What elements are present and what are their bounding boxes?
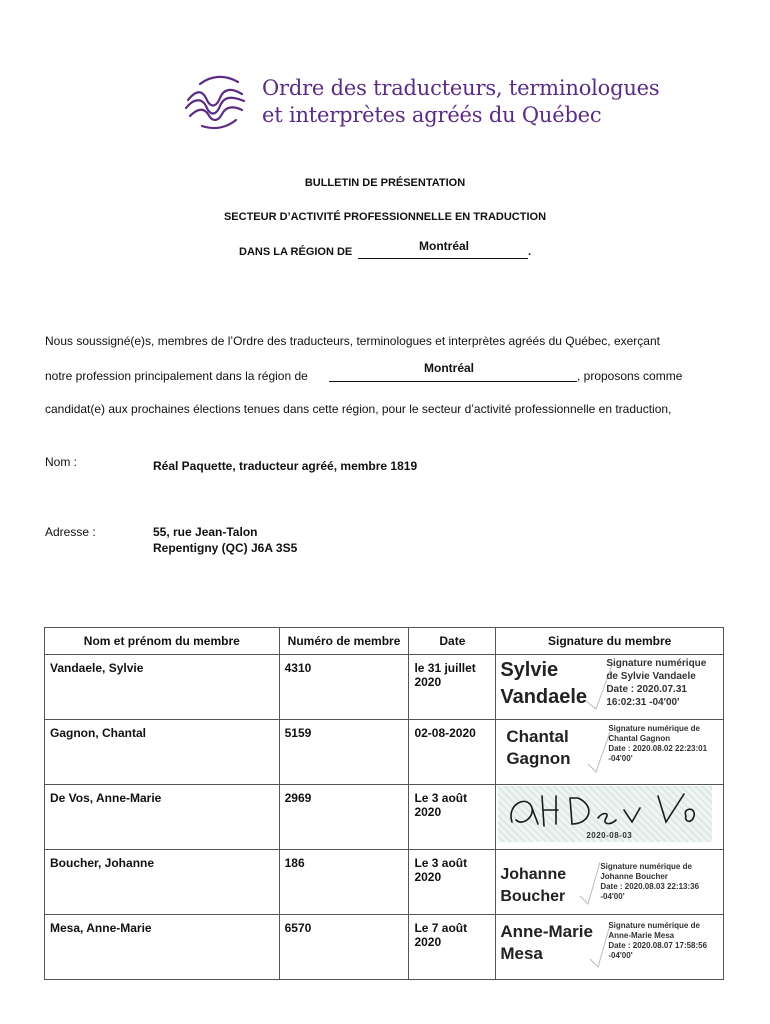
signature-name: Sylvie Vandaele (500, 659, 588, 708)
member-date[interactable]: Le 3 août 2020 (409, 785, 496, 850)
member-number[interactable]: 5159 (279, 720, 409, 785)
table-header-row (45, 628, 724, 655)
region-field-line (358, 258, 528, 259)
signature-check-icon (578, 858, 602, 906)
member-number[interactable]: 2969 (279, 785, 409, 850)
name-label: Nom : (45, 455, 78, 469)
table-row (45, 915, 724, 980)
signature-meta: Signature numérique de Johanne Boucher Date : 2020.08.03 22:13:36 -04'00' (600, 862, 700, 901)
member-signature[interactable] (496, 655, 724, 720)
address-line1[interactable]: 55, rue Jean-Talon (153, 525, 258, 539)
signature-name: Anne-Marie Mesa (500, 922, 593, 963)
address-line2[interactable]: Repentigny (QC) J6A 3S5 (153, 541, 298, 555)
table-row (45, 655, 724, 720)
table-row (45, 720, 724, 785)
member-date[interactable]: Le 3 août 2020 (409, 850, 496, 915)
member-signature[interactable] (496, 720, 724, 785)
region-label: DANS LA RÉGION DE (239, 246, 353, 258)
member-name[interactable]: Mesa, Anne-Marie (45, 915, 280, 980)
handwritten-signature-scan (498, 786, 712, 842)
paragraph-line2-end: , proposons comme (577, 369, 683, 383)
paragraph-line1: Nous soussigné(e)s, membres de l’Ordre des traducteurs, terminologues et interprètes agréés du Québec, exerçant (45, 334, 660, 348)
member-signature[interactable] (496, 915, 724, 980)
org-name-line1: Ordre des traducteurs, terminologues (262, 76, 660, 100)
signature-meta: Signature numérique de Chantal Gagnon Date : 2020.08.02 22:23:01 -04'00' (608, 724, 708, 763)
otti-wave-logo-icon (180, 68, 250, 130)
signature-name: Johanne Boucher (500, 866, 567, 905)
member-date[interactable]: 02-08-2020 (409, 720, 496, 785)
header-signature: Signature du membre (496, 628, 724, 655)
paragraph-region-line (329, 381, 577, 382)
member-date[interactable]: Le 7 août 2020 (409, 915, 496, 980)
form-sector: SECTEUR D’ACTIVITÉ PROFESSIONNELLE EN TRADUCTION (223, 211, 547, 223)
table-row (45, 850, 724, 915)
header-member-name: Nom et prénom du membre (45, 628, 280, 655)
member-name[interactable]: De Vos, Anne-Marie (45, 785, 280, 850)
table-row (45, 785, 724, 850)
header-date: Date (409, 628, 496, 655)
region-end: . (528, 246, 532, 258)
region-field-value[interactable]: Montréal (419, 239, 470, 253)
member-name[interactable]: Vandaele, Sylvie (45, 655, 280, 720)
member-number[interactable]: 4310 (279, 655, 409, 720)
org-name-line2: et interprètes agréés du Québec (262, 103, 602, 127)
address-label: Adresse : (45, 525, 96, 539)
member-name[interactable]: Gagnon, Chantal (45, 720, 280, 785)
form-title: BULLETIN DE PRÉSENTATION (304, 177, 466, 189)
member-signature[interactable] (496, 850, 724, 915)
member-number[interactable]: 186 (279, 850, 409, 915)
paragraph-region-value[interactable]: Montréal (424, 361, 475, 375)
members-table (44, 627, 724, 980)
paragraph-line3: candidat(e) aux prochaines élections tenues dans cette région, pour le secteur d’activité professionnelle en traduction, (45, 402, 672, 416)
name-value[interactable]: Réal Paquette, traducteur agréé, membre 1819 (153, 459, 418, 473)
member-date[interactable]: le 31 juillet 2020 (409, 655, 496, 720)
member-number[interactable]: 6570 (279, 915, 409, 980)
signature-scan-date: 2020-08-03 (586, 831, 633, 840)
signature-meta: Signature numérique de Anne-Marie Mesa Date : 2020.08.07 17:58:56 -04'00' (608, 921, 708, 960)
member-name[interactable]: Boucher, Johanne (45, 850, 280, 915)
signature-meta: Signature numérique de Sylvie Vandaele Date : 2020.07.31 16:02:31 -04'00' (606, 658, 707, 708)
signature-name: Chantal Gagnon (506, 727, 571, 768)
member-signature[interactable] (496, 785, 724, 850)
paragraph-line2-start: notre profession principalement dans la région de (45, 369, 308, 383)
header-member-number: Numéro de membre (279, 628, 409, 655)
